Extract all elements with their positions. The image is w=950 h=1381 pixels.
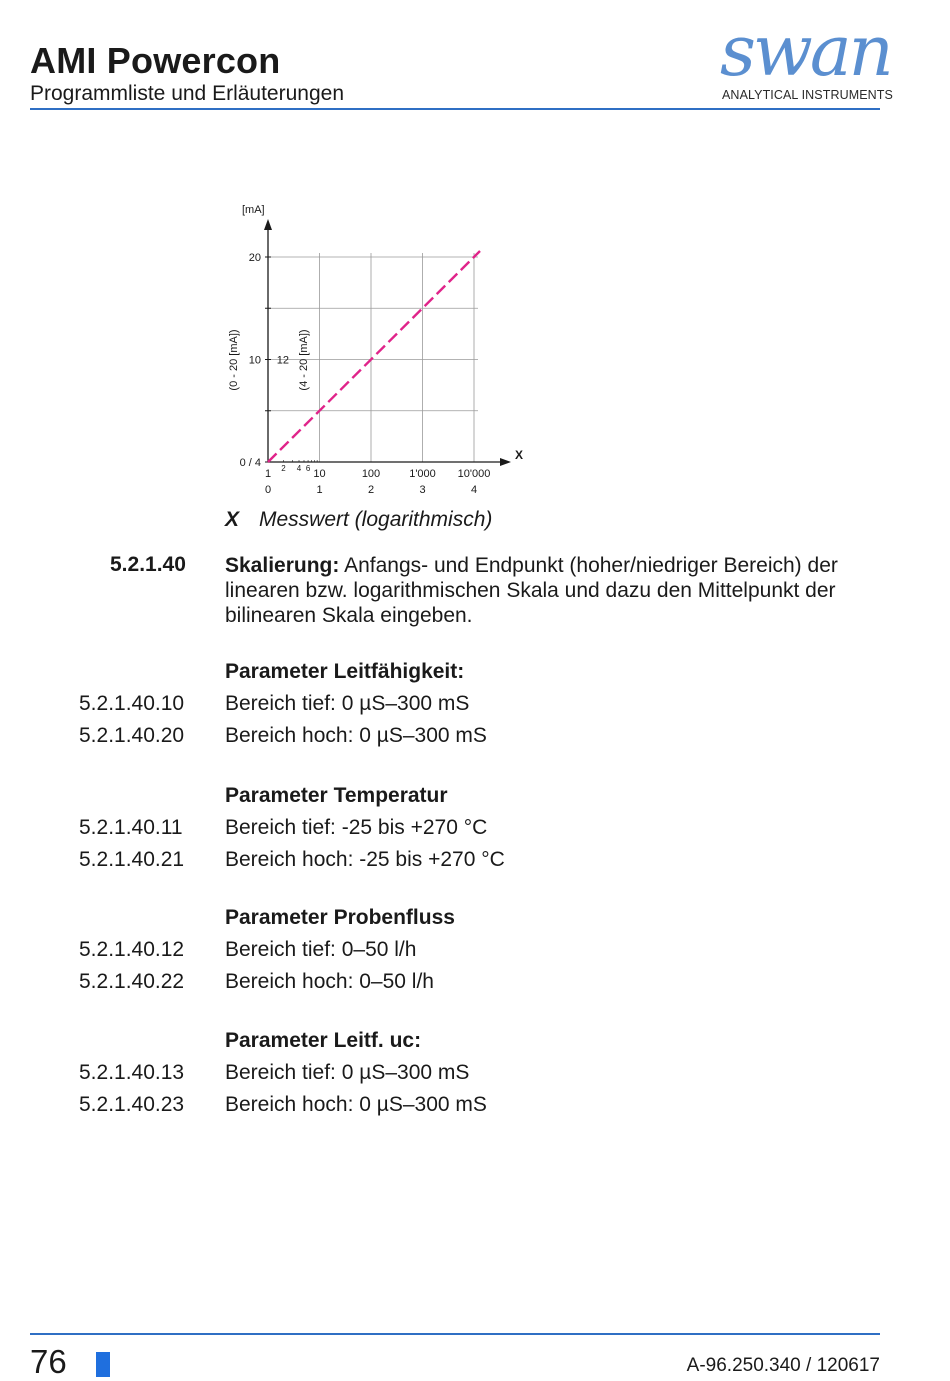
x-tick-decade-label: 3 [419, 484, 426, 496]
x-minor-tick-label: 6 [305, 464, 311, 473]
parameter-number: 5.2.1.40.13 [79, 1061, 185, 1084]
parameter-number: 5.2.1.40.12 [79, 938, 185, 961]
parameter-range: Bereich tief: -25 bis +270 °C [225, 816, 488, 839]
logo-tagline: ANALYTICAL INSTRUMENTS [722, 88, 893, 102]
group-title-probenfluss: Parameter Probenfluss [225, 906, 455, 929]
header-rule [30, 108, 880, 110]
page-marker [96, 1352, 110, 1377]
x-axis-arrow [500, 458, 511, 466]
x-minor-tick-label: 4 [296, 464, 302, 473]
parameter-number: 5.2.1.40.23 [79, 1093, 185, 1116]
parameter-range: Bereich hoch: 0 µS–300 mS [225, 1093, 487, 1116]
parameter-range: Bereich hoch: -25 bis +270 °C [225, 848, 505, 871]
document-title: AMI Powercon [30, 40, 281, 81]
y-label-0-20: (0 - 20 [mA]) [228, 329, 240, 391]
parameter-number: 5.2.1.40.20 [79, 724, 185, 747]
parameter-range: Bereich hoch: 0 µS–300 mS [225, 724, 487, 747]
group-title-leitf-uc: Parameter Leitf. uc: [225, 1029, 422, 1052]
y-label-4-20: (4 - 20 [mA]) [298, 329, 310, 391]
group-title-temperatur: Parameter Temperatur [225, 784, 448, 807]
x-tick-decade-label: 4 [470, 484, 478, 496]
document-id: A-96.250.340 / 120617 [686, 1355, 880, 1376]
document-subtitle: Programmliste und Erläuterungen [30, 82, 344, 105]
x-tick-label: 10 [313, 468, 326, 480]
x-tick-decade-label: 2 [367, 484, 375, 496]
scaling-chart [215, 195, 535, 510]
chart-svg [215, 195, 535, 510]
x-tick-label: 100 [361, 468, 381, 480]
section-description [225, 553, 885, 628]
parameter-range: Bereich tief: 0–50 l/h [225, 938, 417, 961]
parameter-number: 5.2.1.40.22 [79, 970, 185, 993]
x-tick-label: 1'000 [409, 468, 436, 480]
x-tick-decade-label: 1 [316, 484, 323, 496]
y-tick-label: 0 / 4 [239, 457, 261, 469]
group-title-leitfaehigkeit: Parameter Leitfähigkeit: [225, 660, 465, 683]
y-tick-label: 10 [248, 354, 261, 367]
x-axis-legend [225, 508, 492, 532]
parameter-range: Bereich tief: 0 µS–300 mS [225, 692, 470, 715]
x-axis-name: X [515, 448, 524, 462]
x-legend-description: Messwert (logarithmisch) [259, 508, 493, 531]
parameter-range: Bereich hoch: 0–50 l/h [225, 970, 434, 993]
x-tick-decade-label: 0 [264, 484, 272, 496]
y-tick-label: 12 [276, 354, 289, 367]
x-minor-tick-label: 2 [281, 464, 286, 473]
section-body: Anfangs- und Endpunkt (hoher/niedriger Bereich) der linearen bzw. logarithmischen Skala und dazu den Mittelpunkt der bilinearen Skala eingeben. [225, 554, 838, 627]
x-legend-symbol: X [225, 508, 240, 531]
parameter-range: Bereich tief: 0 µS–300 mS [225, 1061, 470, 1084]
y-axis-arrow [264, 219, 272, 230]
footer-rule [30, 1333, 880, 1335]
swan-logo [720, 10, 893, 108]
y-unit-label: [mA] [242, 204, 265, 216]
parameter-number: 5.2.1.40.21 [79, 848, 185, 871]
parameter-number: 5.2.1.40.11 [79, 816, 183, 839]
logo-wordmark: swan [720, 10, 891, 92]
x-tick-label: 1 [264, 468, 272, 480]
page-number: 76 [30, 1343, 67, 1380]
x-tick-label: 10'000 [457, 468, 491, 480]
y-tick-label: 20 [248, 252, 261, 264]
section-title: Skalierung: [225, 554, 340, 577]
chart-ticks [240, 252, 491, 496]
parameter-number: 5.2.1.40.10 [79, 692, 185, 715]
section-number: 5.2.1.40 [110, 553, 186, 576]
